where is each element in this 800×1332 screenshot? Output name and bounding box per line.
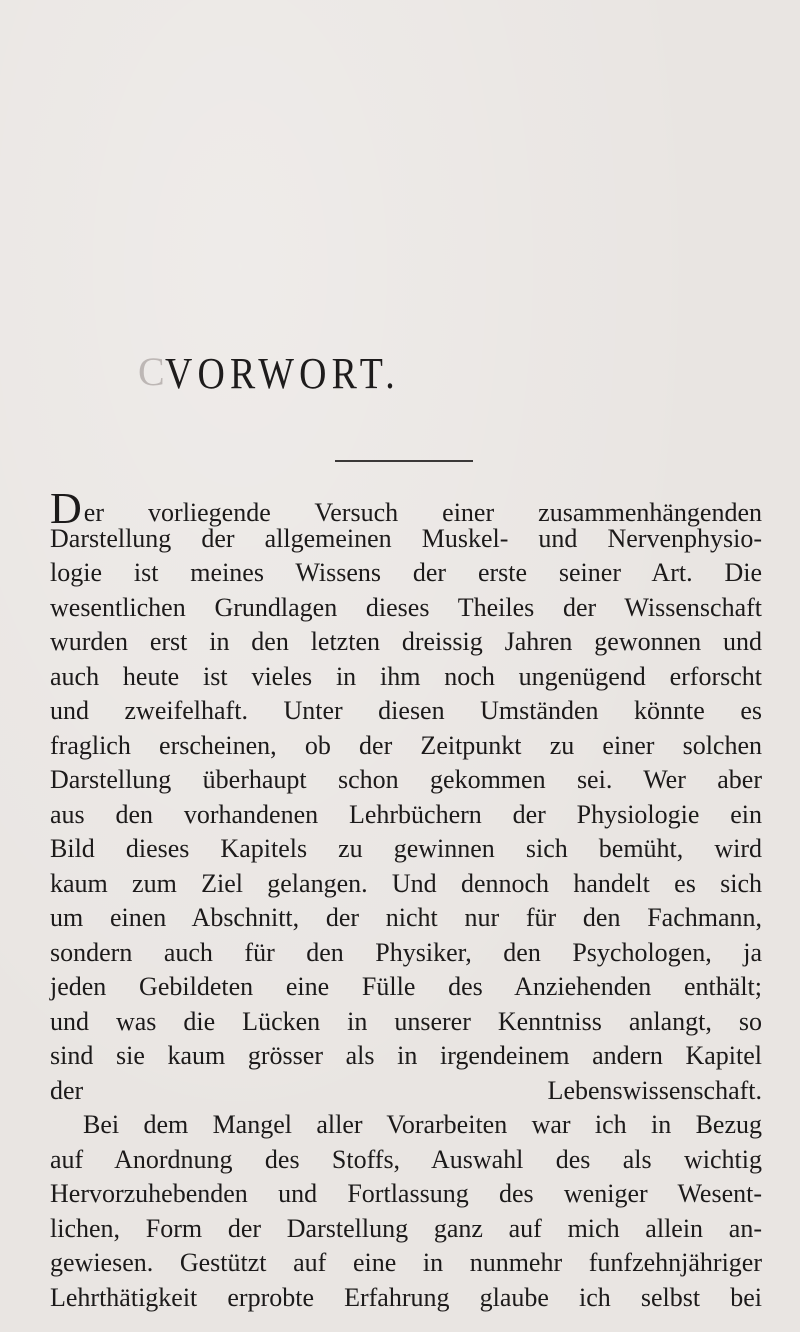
text-line: logie ist meines Wissens der erste seiner Art. Die — [50, 558, 762, 587]
text-line: Darstellung überhaupt schon gekommen sei. Wer aber — [50, 765, 762, 794]
text-line: jeden Gebildeten eine Fülle des Anziehenden enthält; — [50, 972, 762, 1001]
page-title: VORWORT. — [165, 349, 400, 398]
drop-cap: D — [50, 484, 82, 533]
text-line: Hervorzuhebenden und Fortlassung des weniger Wesent- — [50, 1179, 762, 1208]
text-line: aus den vorhandenen Lehrbüchern der Physiologie ein — [50, 799, 762, 829]
text-line: auf Anordnung des Stoffs, Auswahl des als wichtig — [50, 1144, 762, 1174]
text-line-content: er vorliegende Versuch einer zusammenhängenden — [83, 498, 762, 527]
text-line: kaum zum Ziel gelangen. Und dennoch handelt es sich — [50, 868, 762, 898]
text-line: sondern auch für den Physiker, den Psychologen, ja — [50, 937, 762, 967]
text-line: Bild dieses Kapitels zu gewinnen sich bemüht, wird — [50, 834, 762, 863]
stray-mark: C — [138, 349, 165, 394]
text-line-content: der Lebenswissenschaft. — [50, 1075, 762, 1105]
text-line: Bei dem Mangel aller Vorarbeiten war ich in Bezug — [83, 1110, 762, 1139]
text-line: und zweifelhaft. Unter diesen Umständen könnte es — [50, 696, 762, 725]
text-line: gewiesen. Gestützt auf eine in nunmehr funfzehnjähriger — [50, 1248, 762, 1277]
text-line: sind sie kaum grösser als in irgendeinem andern Kapitel — [50, 1041, 762, 1070]
text-line: und was die Lücken in unserer Kenntniss anlangt, so — [50, 1006, 762, 1036]
text-line: Lehrthätigkeit erprobte Erfahrung glaube ich selbst bei — [50, 1282, 762, 1312]
body-text — [50, 484, 762, 1315]
text-line: wesentlichen Grundlagen dieses Theiles der Wissenschaft — [50, 592, 762, 622]
text-line — [50, 1074, 762, 1109]
text-line: lichen, Form der Darstellung ganz auf mich allein an- — [50, 1213, 762, 1243]
text-line — [50, 484, 762, 533]
text-line: wurden erst in den letzten dreissig Jahren gewonnen und — [50, 627, 762, 656]
text-line: auch heute ist vieles in ihm noch ungenügend erforscht — [50, 661, 762, 691]
text-line: Darstellung der allgemeinen Muskel- und Nervenphysio- — [50, 523, 762, 553]
text-line: um einen Abschnitt, der nicht nur für den Fachmann, — [50, 903, 762, 932]
title-divider — [335, 460, 473, 462]
text-line: fraglich erscheinen, ob der Zeitpunkt zu einer solchen — [50, 730, 762, 760]
